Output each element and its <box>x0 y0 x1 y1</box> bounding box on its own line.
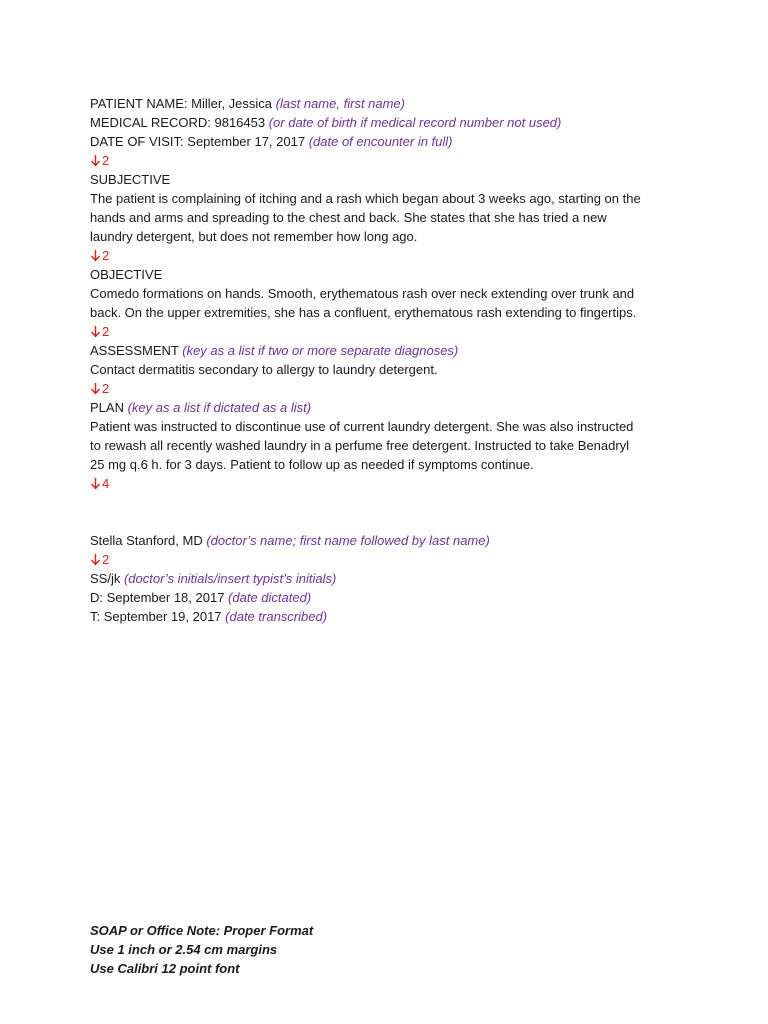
dictated-line <box>90 588 690 607</box>
transcribed-note: (date transcribed) <box>225 609 328 624</box>
doctor-line <box>90 531 690 550</box>
line-spacer <box>90 322 690 341</box>
spacer-count: 2 <box>102 248 110 263</box>
assessment-heading: ASSESSMENT <box>90 343 179 358</box>
assessment-text-line: Contact dermatitis secondary to allergy to laundry detergent. <box>90 362 438 377</box>
doctor-note: (doctor’s name; first name followed by last name) <box>206 533 490 548</box>
plan-note: (key as a list if dictated as a list) <box>127 400 312 415</box>
plan-text-line: Patient was instructed to discontinue use of current laundry detergent. She was also instructed <box>90 419 634 434</box>
dictated-note: (date dictated) <box>228 590 312 605</box>
plan-text-line: 25 mg q.6 h. for 3 days. Patient to follow up as needed if symptoms continue. <box>90 457 534 472</box>
plan-heading-line <box>90 398 690 417</box>
line-spacer <box>90 474 690 493</box>
line-spacer <box>90 246 690 265</box>
date-of-visit-line <box>90 132 690 151</box>
doctor-name: Stella Stanford, MD <box>90 533 203 548</box>
subjective-text-line: laundry detergent, but does not remember how long ago. <box>90 229 418 244</box>
down-arrow-icon <box>90 553 101 566</box>
patient-name-line <box>90 94 690 113</box>
dictated-date: D: September 18, 2017 <box>90 590 225 605</box>
plan-heading: PLAN <box>90 400 124 415</box>
format-notes <box>90 921 313 978</box>
initials-note: (doctor’s initials/insert typist’s initials) <box>123 571 337 586</box>
spacer-count: 2 <box>102 552 110 567</box>
line-spacer <box>90 550 690 569</box>
date-of-visit-note: (date of encounter in full) <box>308 134 453 149</box>
soap-note-document <box>90 94 690 626</box>
initials: SS/jk <box>90 571 121 586</box>
plan-text-line: to rewash all recently washed laundry in a perfume free detergent. Instructed to take Benadryl <box>90 438 630 453</box>
line-spacer <box>90 379 690 398</box>
subjective-text-line: The patient is complaining of itching and a rash which began about 3 weeks ago, starting on the <box>90 191 641 206</box>
format-note-title: SOAP or Office Note: Proper Format <box>90 923 314 938</box>
subjective-text-line: hands and arms and spreading to the chest and back. She states that she has tried a new <box>90 210 607 225</box>
medical-record-label: MEDICAL RECORD: 9816453 <box>90 115 266 130</box>
spacer-count: 2 <box>102 381 110 396</box>
initials-line <box>90 569 690 588</box>
spacer-count: 4 <box>102 476 110 491</box>
patient-name-note: (last name, first name) <box>275 96 405 111</box>
line-spacer <box>90 151 690 170</box>
format-note-margins: Use 1 inch or 2.54 cm margins <box>90 942 278 957</box>
down-arrow-icon <box>90 154 101 167</box>
down-arrow-icon <box>90 382 101 395</box>
patient-name-label: PATIENT NAME: Miller, Jessica <box>90 96 273 111</box>
assessment-note: (key as a list if two or more separate diagnoses) <box>182 343 459 358</box>
objective-heading: OBJECTIVE <box>90 267 163 282</box>
medical-record-line <box>90 113 690 132</box>
objective-text-line: back. On the upper extremities, she has a confluent, erythematous rash extending to fingertips. <box>90 305 637 320</box>
format-note-font: Use Calibri 12 point font <box>90 961 240 976</box>
spacer-count: 2 <box>102 153 110 168</box>
objective-text-line: Comedo formations on hands. Smooth, erythematous rash over neck extending over trunk and <box>90 286 635 301</box>
blank-lines <box>90 493 690 531</box>
date-of-visit-label: DATE OF VISIT: September 17, 2017 <box>90 134 306 149</box>
medical-record-note: (or date of birth if medical record number not used) <box>268 115 562 130</box>
transcribed-date: T: September 19, 2017 <box>90 609 222 624</box>
spacer-count: 2 <box>102 324 110 339</box>
down-arrow-icon <box>90 249 101 262</box>
subjective-heading: SUBJECTIVE <box>90 172 171 187</box>
down-arrow-icon <box>90 477 101 490</box>
assessment-heading-line <box>90 341 690 360</box>
down-arrow-icon <box>90 325 101 338</box>
transcribed-line <box>90 607 690 626</box>
